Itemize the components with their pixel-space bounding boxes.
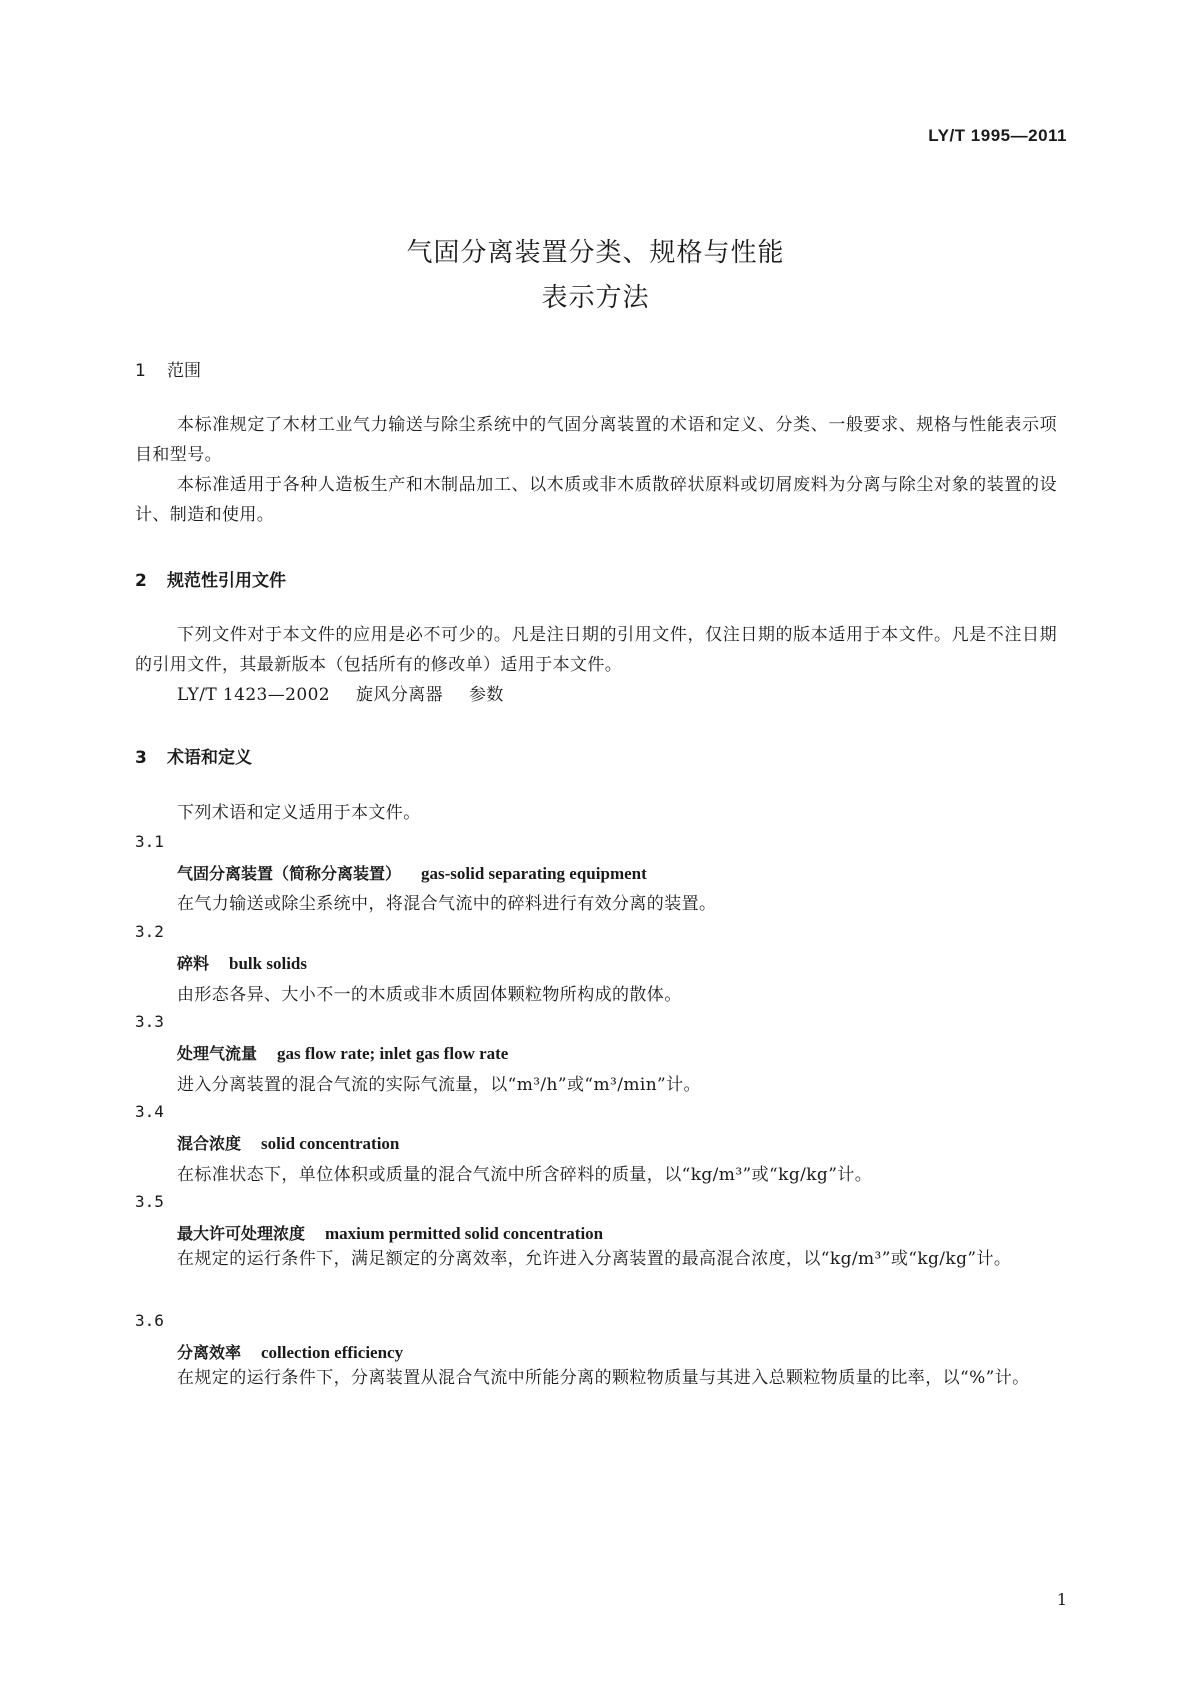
section-3-heading [135, 743, 252, 768]
section-number: 2 [135, 571, 147, 591]
term-definition: 在标准状态下，单位体积或质量的混合气流中所含碎料的质量，以“kg/m³”或“kg/kg”计。 [177, 1165, 873, 1185]
section-1-paragraph-2: 本标准适用于各种人造板生产和木制品加工、以木质或非木质散碎状原料或切屑废料为分离与除尘对象的装置的设计、制造和使用。 [135, 475, 1057, 525]
term-definition: 进入分离装置的混合气流的实际气流量，以“m³/h”或“m³/min”计。 [177, 1075, 701, 1095]
section-2-paragraph-1: 下列文件对于本文件的应用是必不可少的。凡是注日期的引用文件，仅注日期的版本适用于本文件。凡是不注日期的引用文件，其最新版本（包括所有的修改单）适用于本文件。 [135, 625, 1057, 675]
section-1-heading [135, 356, 201, 381]
section-1-paragraph-1: 本标准规定了木材工业气力输送与除尘系统中的气固分离装置的术语和定义、分类、一般要求、规格与性能表示项目和型号。 [135, 415, 1057, 465]
term-name-en: gas flow rate; inlet gas flow rate [277, 1044, 509, 1063]
term-name-cn: 碎料 [177, 954, 210, 973]
reference-title: 旋风分离器 [356, 685, 444, 705]
section-title: 范围 [167, 361, 201, 381]
term-name-en: gas-solid separating equipment [421, 864, 647, 883]
section-number: 3 [135, 748, 147, 768]
standard-code: LY/T 1995—2011 [928, 126, 1067, 145]
section-2-heading [135, 566, 286, 591]
term-name-en: maxium permitted solid concentration [325, 1224, 604, 1243]
term-name-cn: 最大许可处理浓度 [177, 1224, 306, 1243]
term-name [177, 1131, 399, 1154]
term-name-cn: 气固分离装置（简称分离装置） [177, 864, 402, 883]
term-number: 3.2 [135, 922, 164, 941]
term-name-cn: 混合浓度 [177, 1134, 242, 1153]
section-number: 1 [135, 361, 146, 381]
section-title: 规范性引用文件 [167, 571, 286, 591]
term-name-en: collection efficiency [261, 1343, 404, 1362]
term-definition: 在气力输送或除尘系统中，将混合气流中的碎料进行有效分离的装置。 [177, 894, 717, 914]
term-name-cn: 分离效率 [177, 1343, 242, 1362]
term-name [177, 861, 647, 884]
term-name-en: solid concentration [261, 1134, 400, 1153]
term-name [177, 951, 307, 974]
term-name [177, 1041, 508, 1064]
term-number: 3.1 [135, 832, 164, 851]
term-number: 3.6 [135, 1311, 164, 1330]
normative-reference [177, 680, 504, 705]
term-name-en: bulk solids [229, 954, 307, 973]
term-number: 3.3 [135, 1012, 164, 1031]
page-number: 1 [1056, 1590, 1067, 1609]
term-definition: 由形态各异、大小不一的木质或非木质固体颗粒物所构成的散体。 [177, 985, 682, 1005]
title-line-2: 表示方法 [541, 283, 650, 313]
title-line-1: 气固分离装置分类、规格与性能 [406, 238, 785, 268]
term-number: 3.4 [135, 1102, 164, 1121]
reference-code: LY/T 1423—2002 [177, 685, 331, 705]
term-name [177, 1340, 403, 1363]
term-name-cn: 处理气流量 [177, 1044, 258, 1063]
term-definition: 在规定的运行条件下，分离装置从混合气流中所能分离的颗粒物质量与其进入总颗粒物质量的比率，以“%”计。 [177, 1368, 1030, 1388]
reference-part: 参数 [469, 685, 504, 705]
term-definition: 在规定的运行条件下，满足额定的分离效率，允许进入分离装置的最高混合浓度，以“kg/m³”或“kg/kg”计。 [177, 1249, 1012, 1269]
section-3-intro: 下列术语和定义适用于本文件。 [177, 803, 421, 823]
term-number: 3.5 [135, 1192, 164, 1211]
section-title: 术语和定义 [167, 748, 252, 768]
term-name [177, 1221, 603, 1244]
